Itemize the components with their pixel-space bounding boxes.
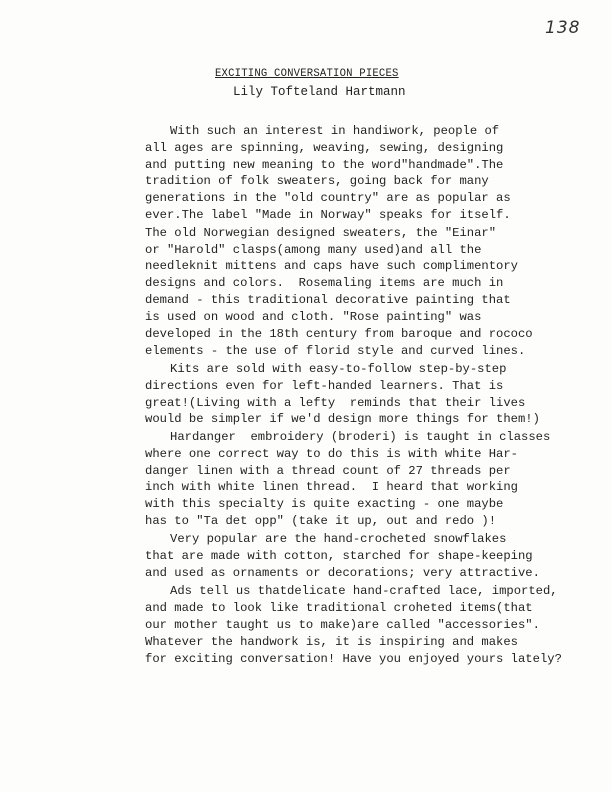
text-line: for exciting conversation! Have you enjoyed yours lately? xyxy=(145,652,562,666)
text-line: all ages are spinning, weaving, sewing, designing xyxy=(145,141,504,155)
text-line: great!(Living with a lefty reminds that their lives xyxy=(145,396,526,410)
article-author: Lily Tofteland Hartmann xyxy=(233,85,406,99)
text-line: designs and colors. Rosemaling items are much in xyxy=(145,276,504,290)
page-number: 138 xyxy=(545,18,581,38)
text-line: our mother taught us to make)are called "accessories". xyxy=(145,618,540,632)
text-line: directions even for left-handed learners. That is xyxy=(145,379,504,393)
text-line: generations in the "old country" are as popular as xyxy=(145,191,511,205)
text-line: The old Norwegian designed sweaters, the "Einar" xyxy=(145,226,497,240)
text-line: demand - this traditional decorative painting that xyxy=(145,293,511,307)
text-line: developed in the 18th century from baroque and rococo xyxy=(145,327,533,341)
text-line: where one correct way to do this is with white Har- xyxy=(145,447,518,461)
text-line: needleknit mittens and caps have such complimentory xyxy=(145,259,518,273)
text-line: is used on wood and cloth. "Rose painting" was xyxy=(145,310,482,324)
text-line: danger linen with a thread count of 27 threads per xyxy=(145,464,511,478)
text-line: With such an interest in handiwork, people of xyxy=(170,124,500,138)
text-line: Whatever the handwork is, it is inspiring and makes xyxy=(145,635,518,649)
text-line: would be simpler if we'd design more things for them!) xyxy=(145,412,540,426)
text-line: has to "Ta det opp" (take it up, out and redo )! xyxy=(145,514,497,528)
text-line: and putting new meaning to the word"handmade".The xyxy=(145,158,504,172)
text-line: Hardanger embroidery (broderi) is taught in classes xyxy=(170,430,551,444)
text-line: tradition of folk sweaters, going back for many xyxy=(145,174,489,188)
text-line: Ads tell us thatdelicate hand-crafted lace, imported, xyxy=(170,584,558,598)
text-line: inch with white linen thread. I heard that working xyxy=(145,480,518,494)
text-line: Kits are sold with easy-to-follow step-by-step xyxy=(170,362,507,376)
text-line: with this specialty is quite exacting - one maybe xyxy=(145,497,504,511)
text-line: and made to look like traditional croheted items(that xyxy=(145,601,533,615)
text-line: Very popular are the hand-crocheted snowflakes xyxy=(170,532,507,546)
article-title: EXCITING CONVERSATION PIECES xyxy=(215,68,399,80)
text-line: ever.The label "Made in Norway" speaks for itself. xyxy=(145,208,511,222)
text-line: or "Harold" clasps(among many used)and all the xyxy=(145,243,482,257)
text-line: and used as ornaments or decorations; very attractive. xyxy=(145,566,540,580)
text-line: that are made with cotton, starched for shape-keeping xyxy=(145,549,533,563)
text-line: elements - the use of florid style and curved lines. xyxy=(145,344,526,358)
